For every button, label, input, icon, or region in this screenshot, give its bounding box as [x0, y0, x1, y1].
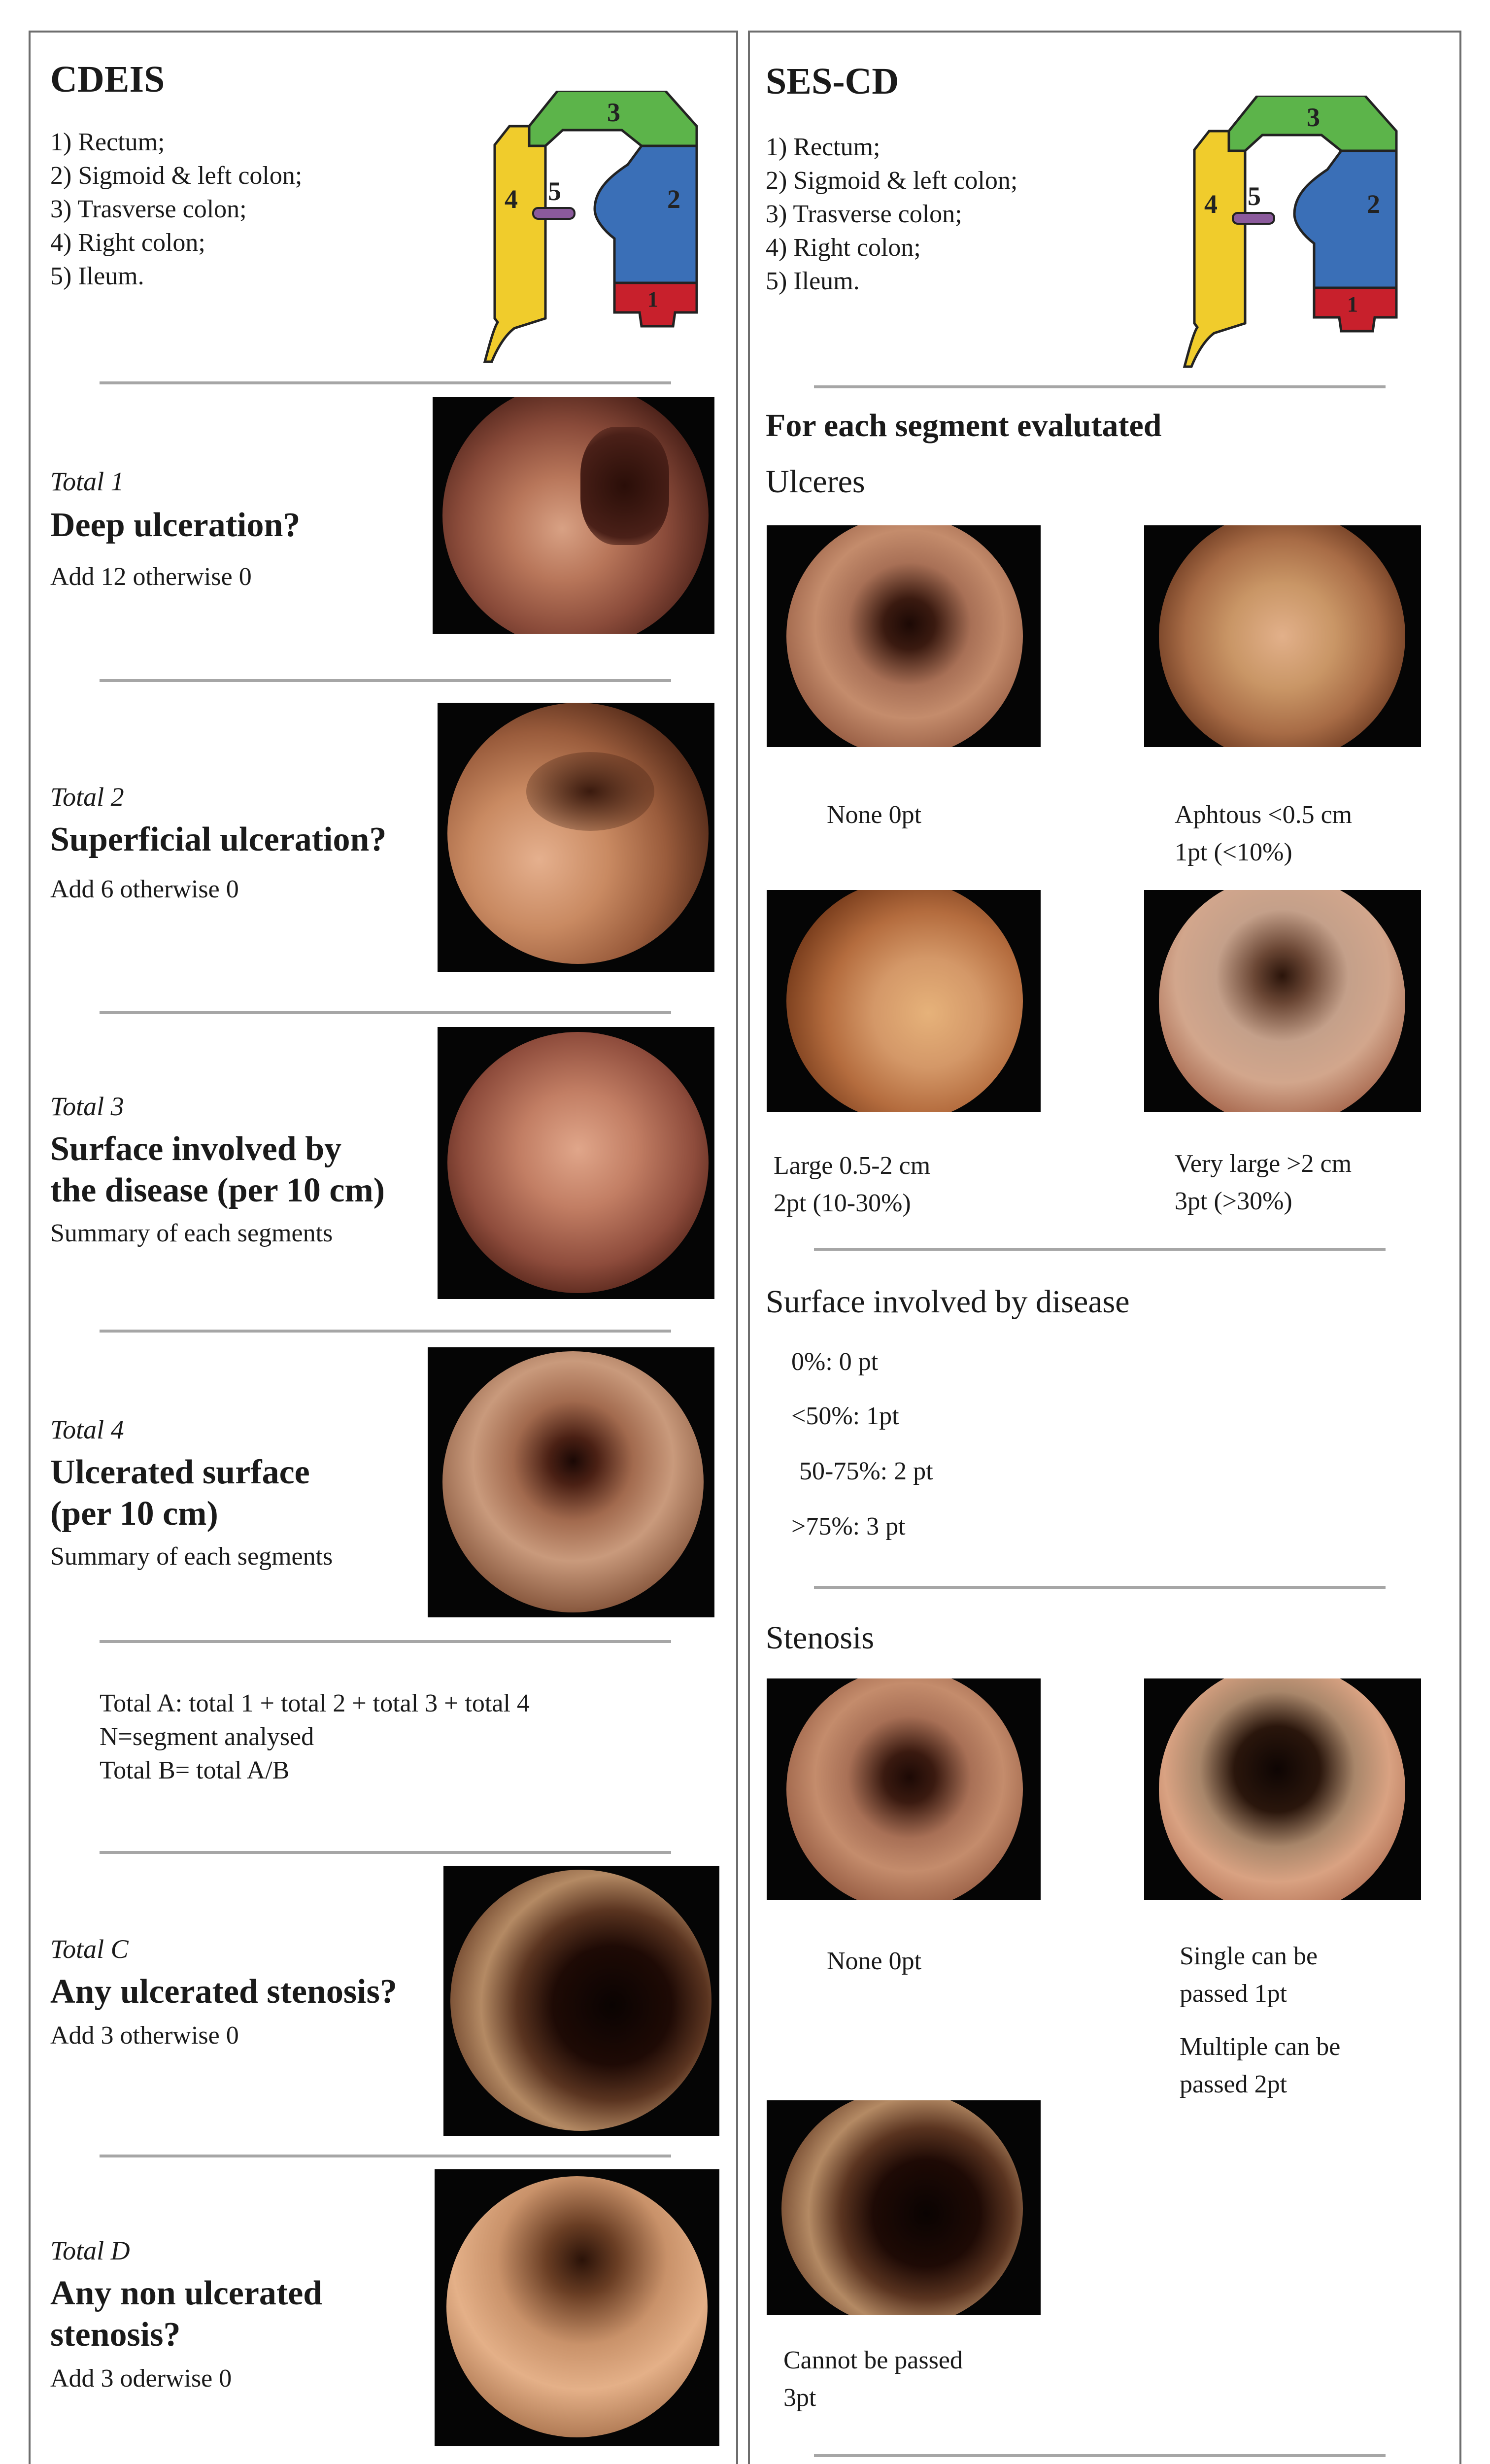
ulcer-none-label: None 0pt	[827, 801, 922, 829]
ses-cd-title: SES-CD	[766, 61, 899, 102]
segment-list-item: 2) Sigmoid & left colon;	[766, 167, 1018, 195]
total-4-question-line-1: Ulcerated surface	[50, 1453, 310, 1491]
segment-list-item: 2) Sigmoid & left colon;	[50, 162, 303, 190]
colon-segment-right	[1185, 131, 1245, 367]
diagram-number: 5	[548, 176, 561, 206]
segment-list-item: 1) Rectum;	[50, 128, 165, 156]
surface-heading: Surface involved by disease	[766, 1284, 1130, 1320]
colon-diagram	[474, 91, 715, 367]
endoscopy-image-superficial-ulceration	[438, 703, 714, 972]
stenosis-heading: Stenosis	[766, 1620, 875, 1656]
total-4-rule: Summary of each segments	[50, 1542, 333, 1571]
total-c-label: Total C	[50, 1934, 129, 1964]
diagram-number: 5	[1248, 181, 1261, 211]
total-1-rule: Add 12 otherwise 0	[50, 563, 252, 591]
endoscopy-image-surface-involved	[438, 1027, 714, 1299]
segment-list-item: 3) Trasverse colon;	[50, 195, 247, 223]
total-4-label: Total 4	[50, 1415, 124, 1444]
total-d-question-line-2: stenosis?	[50, 2316, 181, 2354]
divider	[814, 385, 1386, 388]
segment-list-item: 5) Ileum.	[50, 262, 144, 290]
segment-list-item: 5) Ileum.	[766, 267, 860, 295]
diagram-number: 2	[1367, 189, 1380, 219]
endoscopy-image-ulcer-none	[767, 525, 1041, 747]
divider	[814, 1248, 1386, 1251]
divider	[100, 1851, 671, 1854]
diagram-number: 2	[667, 184, 680, 214]
endoscopy-image-non-ulcerated-stenosis	[435, 2169, 719, 2446]
ulcer-aphtous-label-line-1: Aphtous <0.5 cm	[1175, 801, 1353, 829]
total-3-label: Total 3	[50, 1092, 124, 1121]
surface-score: 50-75%: 2 pt	[799, 1457, 933, 1485]
endoscopy-image-stenosis-cannot-pass	[767, 2100, 1041, 2315]
total-1-label: Total 1	[50, 467, 124, 496]
diagram-number: 1	[647, 287, 658, 311]
colon-segment-ileum	[533, 208, 575, 219]
total-d-label: Total D	[50, 2236, 130, 2265]
diagram-number: 4	[1204, 189, 1218, 219]
stenosis-multiple-label-line-2: passed 2pt	[1180, 2070, 1287, 2098]
stenosis-single-label-line-2: passed 1pt	[1180, 1980, 1287, 2008]
diagram-number: 3	[607, 98, 620, 127]
total-2-label: Total 2	[50, 782, 124, 812]
divider	[100, 1011, 671, 1014]
ulcer-very-large-label-line-1: Very large >2 cm	[1175, 1150, 1352, 1178]
endoscopy-image-ulcer-aphtous	[1144, 525, 1421, 747]
total-3-question-line-1: Surface involved by	[50, 1130, 342, 1168]
divider	[814, 1586, 1386, 1589]
diagram-number: 1	[1347, 292, 1358, 316]
panel-cdeis	[29, 31, 738, 2464]
colon-diagram	[1174, 96, 1415, 372]
endoscopy-image-ulcerated-surface	[428, 1347, 714, 1617]
total-1-question: Deep ulceration?	[50, 506, 301, 544]
total-d-question-line-1: Any non ulcerated	[50, 2274, 323, 2312]
formula-n: N=segment analysed	[100, 1723, 314, 1751]
ulcer-large-label-line-1: Large 0.5-2 cm	[774, 1152, 931, 1180]
total-c-rule: Add 3 otherwise 0	[50, 2021, 239, 2050]
colon-segment-right	[485, 126, 545, 362]
endoscopy-image-deep-ulceration	[433, 397, 714, 634]
total-d-rule: Add 3 oderwise 0	[50, 2364, 232, 2393]
stenosis-multiple-label-line-1: Multiple can be	[1180, 2033, 1341, 2061]
total-3-question-line-2: the disease (per 10 cm)	[50, 1171, 385, 1209]
stenosis-cannot-pass-label-line-2: 3pt	[783, 2384, 816, 2412]
divider	[100, 1640, 671, 1643]
divider	[100, 381, 671, 384]
cdeis-title: CDEIS	[50, 59, 165, 100]
divider	[814, 2454, 1386, 2457]
ulcer-aphtous-label-line-2: 1pt (<10%)	[1175, 838, 1292, 866]
endoscopy-image-stenosis-none	[767, 1678, 1041, 1900]
divider	[100, 1330, 671, 1333]
ulceres-heading: Ulceres	[766, 464, 865, 500]
ulcer-large-label-line-2: 2pt (10-30%)	[774, 1189, 911, 1217]
segment-list-item: 3) Trasverse colon;	[766, 200, 962, 228]
diagram-number: 3	[1307, 103, 1320, 132]
total-2-rule: Add 6 otherwise 0	[50, 875, 239, 903]
surface-score: <50%: 1pt	[791, 1402, 899, 1430]
divider	[100, 679, 671, 682]
diagram-number: 4	[505, 184, 518, 214]
stenosis-cannot-pass-label-line-1: Cannot be passed	[783, 2346, 963, 2374]
segment-list-item: 4) Right colon;	[766, 234, 921, 262]
segment-list-item: 1) Rectum;	[766, 133, 880, 161]
total-4-question-line-2: (per 10 cm)	[50, 1495, 218, 1533]
colon-segment-left	[1294, 151, 1396, 288]
surface-score: >75%: 3 pt	[791, 1512, 906, 1540]
each-segment-heading: For each segment evalutated	[766, 408, 1162, 444]
divider	[100, 2155, 671, 2157]
total-2-question: Superficial ulceration?	[50, 821, 387, 858]
endoscopy-image-ulcer-large	[767, 890, 1041, 1112]
ulcer-very-large-label-line-2: 3pt (>30%)	[1175, 1187, 1292, 1215]
surface-score: 0%: 0 pt	[791, 1348, 879, 1376]
formula-total-b: Total B= total A/B	[100, 1756, 290, 1784]
panel-ses-cd	[748, 31, 1461, 2464]
stenosis-single-label-line-1: Single can be	[1180, 1942, 1318, 1970]
endoscopy-image-stenosis-single	[1144, 1678, 1421, 1900]
endoscopy-image-ulcerated-stenosis	[443, 1866, 719, 2136]
endoscopy-image-ulcer-very-large	[1144, 890, 1421, 1112]
colon-segment-ileum	[1233, 213, 1274, 224]
stenosis-none-label: None 0pt	[827, 1947, 922, 1975]
segment-list-item: 4) Right colon;	[50, 229, 205, 257]
total-c-question: Any ulcerated stenosis?	[50, 1973, 397, 2011]
formula-total-a: Total A: total 1 + total 2 + total 3 + total 4	[100, 1689, 530, 1717]
colon-segment-left	[595, 146, 697, 283]
total-3-rule: Summary of each segments	[50, 1219, 333, 1247]
